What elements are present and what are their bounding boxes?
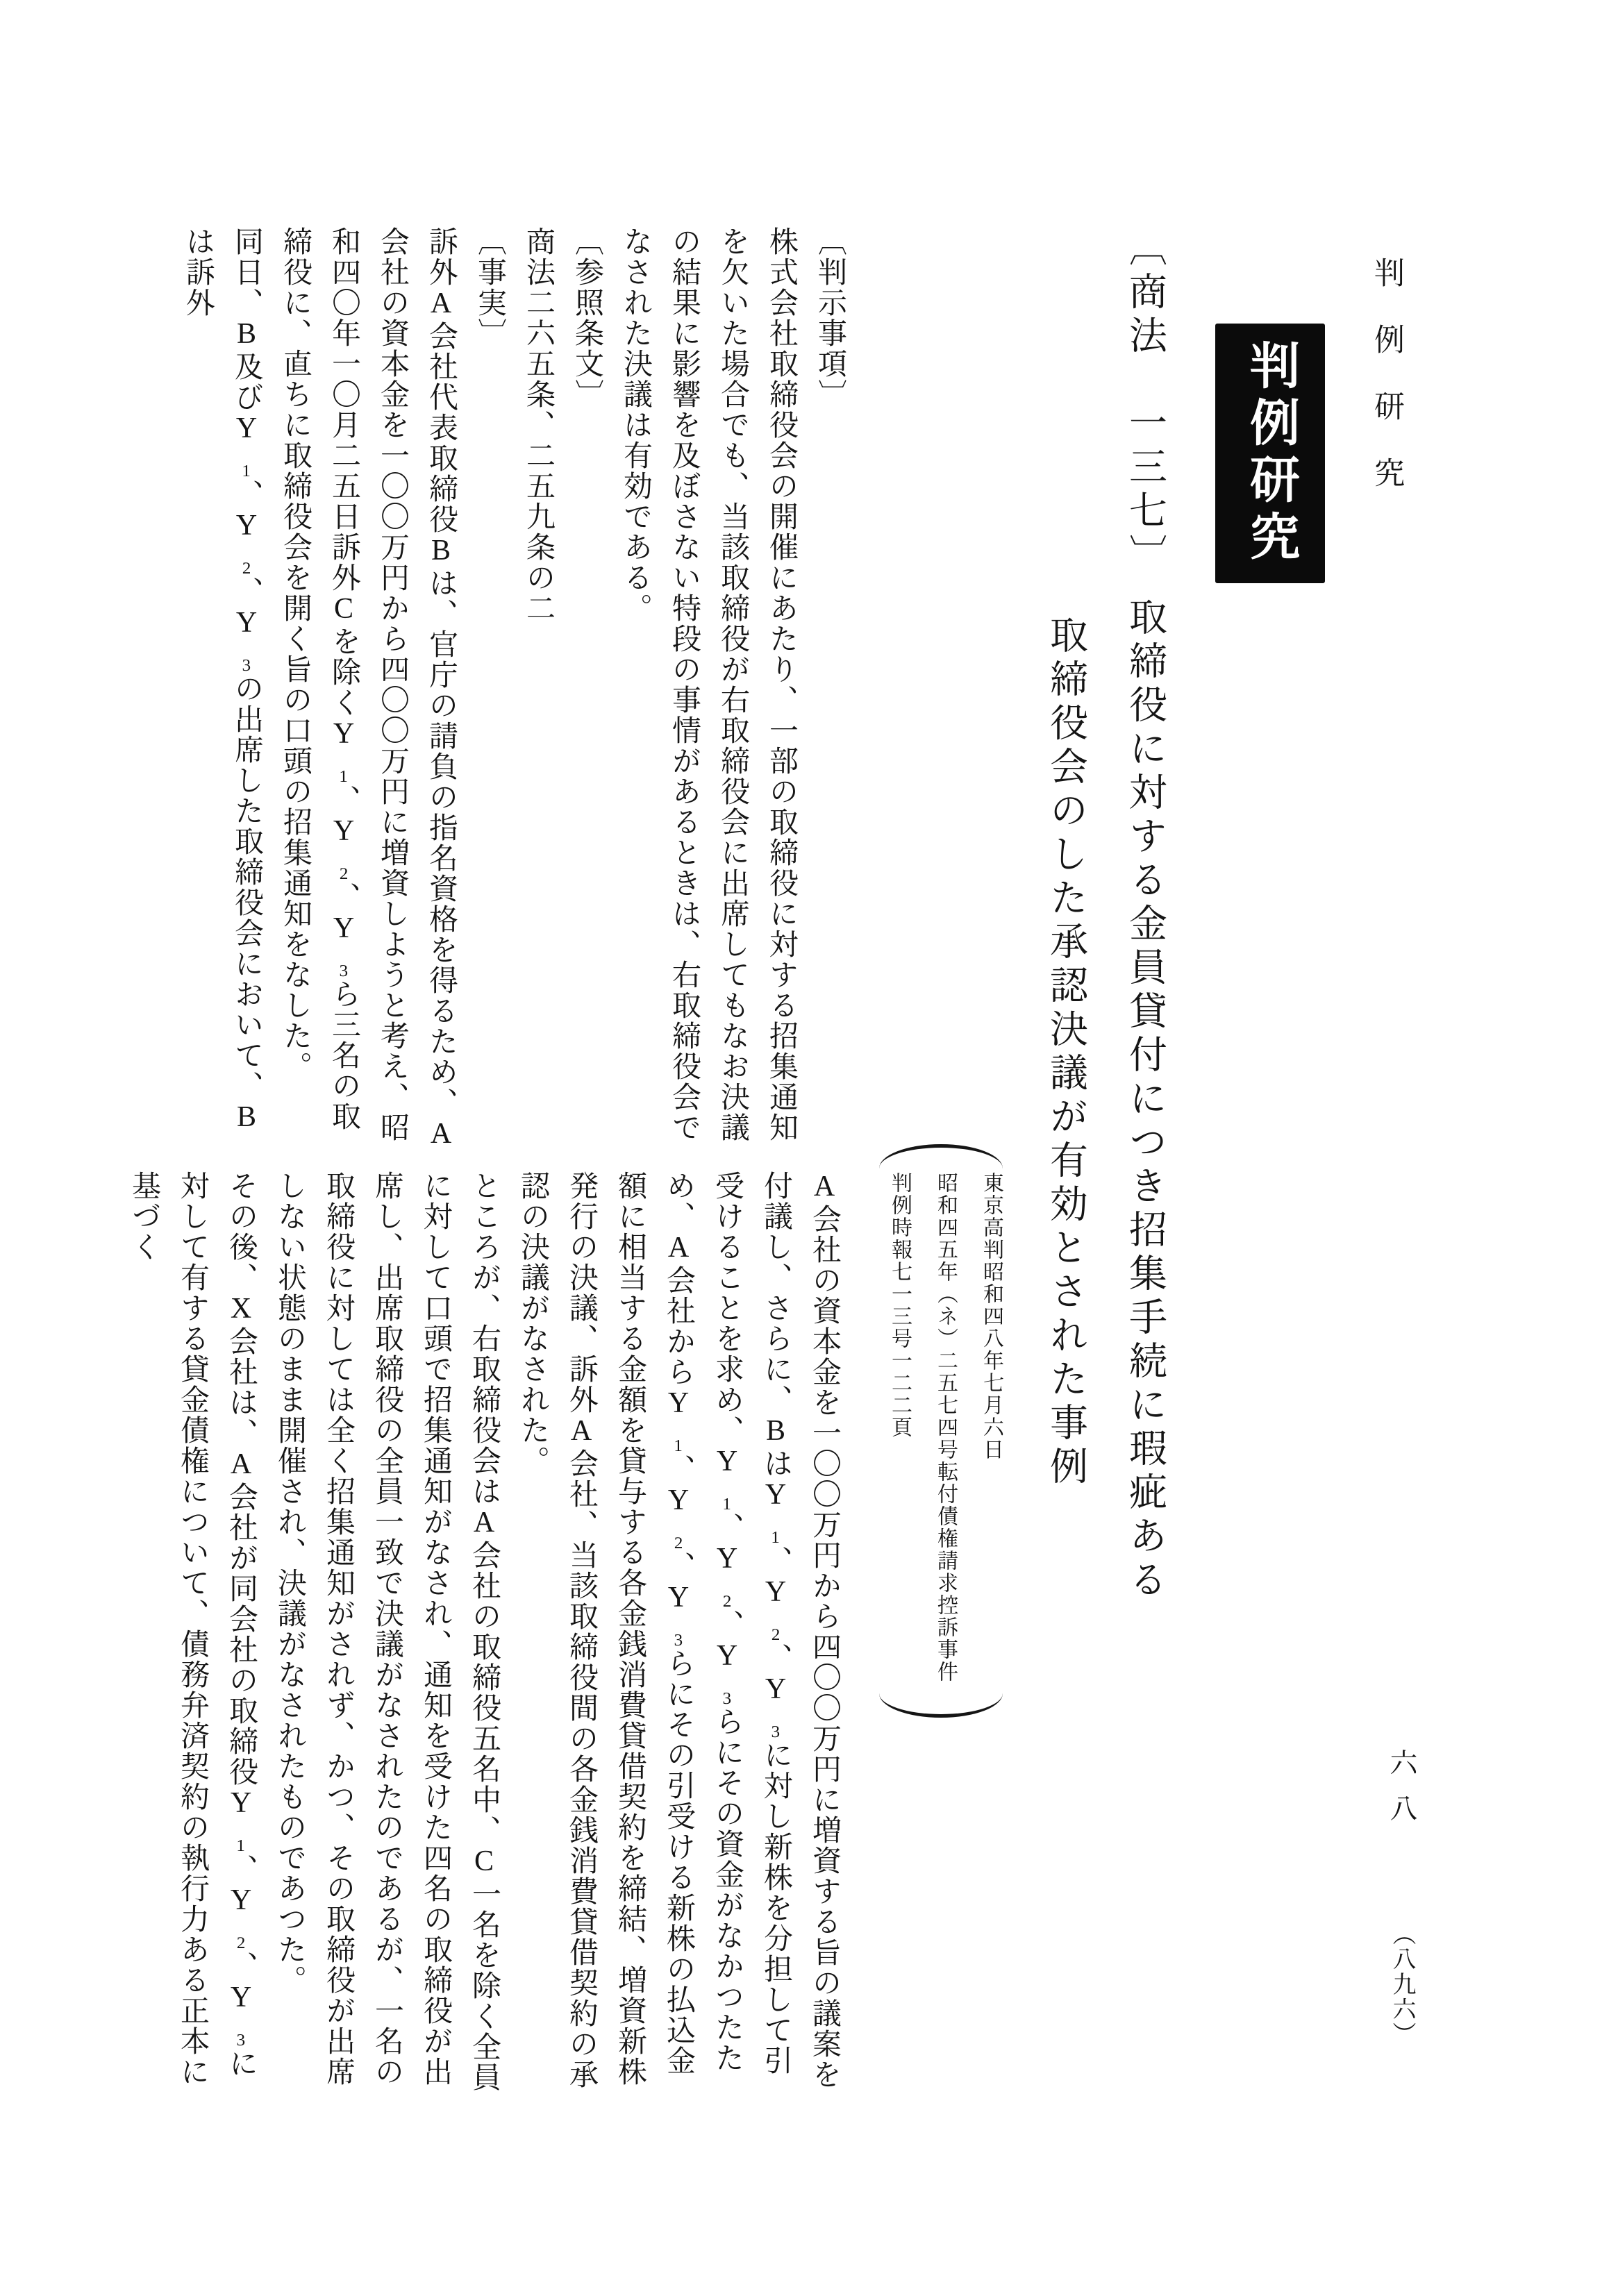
citation-court-date: 東京高判昭和四八年七月六日 — [980, 1172, 1003, 1461]
references-heading: 〔参照条文〕 — [571, 226, 603, 410]
running-head: 判例研究 — [1369, 257, 1403, 523]
page-number-column — [1382, 1748, 1421, 2137]
facts-para-1: 訴外A会社代表取締役Bは、官庁の請負の指名資格を得るため、A会社の資本金を一〇〇万円から四〇〇万円に増資しようと考え、昭和四〇年一〇月二五日訴外Cを除くY₁、Y₂、Y₃ら三名の取締役に、直ちに取締役会を開く旨の口頭の招集通知をなした。 — [279, 226, 457, 1151]
statute-tag: 〔商法 一三七〕 — [1124, 228, 1166, 578]
body-lower-tier — [128, 1171, 849, 2100]
facts-heading: 〔事実〕 — [474, 226, 506, 349]
page-number: 六八 — [1386, 1748, 1417, 1840]
body-upper-tier — [171, 226, 854, 1155]
references-text: 商法二六五条、二五九条の二 — [522, 226, 554, 623]
case-title-sub: 取締役会のした承認決議が有効とされた事例 — [1044, 615, 1087, 1490]
section-masthead-box — [1215, 324, 1325, 583]
citation-reporter: 判例時報七一三号一二二頁 — [888, 1172, 911, 1439]
facts-para-4: その後、X会社は、A会社が同会社の取締役Y₁、Y₂、Y₃に対して有する貸金債権について、債務弁済契約の執行力ある正本に基づく — [128, 1171, 257, 2087]
citation-columns — [875, 1172, 1014, 1700]
case-title-main: 取締役に対する金員貸付につき招集手続に瑕疵ある — [1124, 597, 1166, 1603]
paren-open-arc — [879, 1144, 1003, 1168]
facts-para-2-upper: 同日、B及びY₁、Y₂、Y₃の出席した取締役会において、Bは訴外 — [182, 226, 262, 1134]
citation-case-number: 昭和四五年（ネ）二五七四号転付債権請求控訴事件 — [934, 1172, 957, 1683]
holding-heading: 〔判示事項〕 — [814, 226, 846, 410]
case-title-line-1 — [1119, 228, 1169, 1672]
masthead-box-label: 判例研究 — [1242, 340, 1298, 567]
facts-para-2-lower: A会社の資本金を一〇〇万円から四〇〇万円に増資する旨の議案を付議し、さらに、BはY₁、Y₂、Y₃に対し新株を分担して引受けることを求め、Y₁、Y₂、Y₃らにその資金がなかつたため、A会社からY₁、Y₂、Y₃らにその引受ける新株の払込金額に相当する金額を貸与する各金銭消費貸借契約を締結、増資新株発行の決議、訴外A会社、当該取締役間の各金銭消費貸借契約の承認の決議がなされた。 — [517, 1171, 840, 2090]
page-number-paren: （八九六） — [1389, 1922, 1415, 2047]
paren-close-arc — [879, 1693, 1003, 1718]
holding-text: 株式会社取締役会の開催にあたり、一部の取締役に対する招集通知を欠いた場合でも、当該取締役が右取締役会に出席してもなお決議の結果に影響を及ぼさない特段の事情があるときは、右取締役会でなされた決議は有効である。 — [619, 226, 797, 1143]
facts-para-3: ところが、右取締役会はA会社の取締役五名中、C一名を除く全員に対して口頭で招集通知がなされ、通知を受けた四名の取締役が出席し、出席取締役の全員一致で決議がなされたのであるが、一名の取締役に対しては全く招集通知がされず、かつ、その取締役が出席しない状態のまま開催され、決議がなされたものであつた。 — [274, 1171, 500, 2093]
citation-block — [869, 1144, 1017, 1720]
